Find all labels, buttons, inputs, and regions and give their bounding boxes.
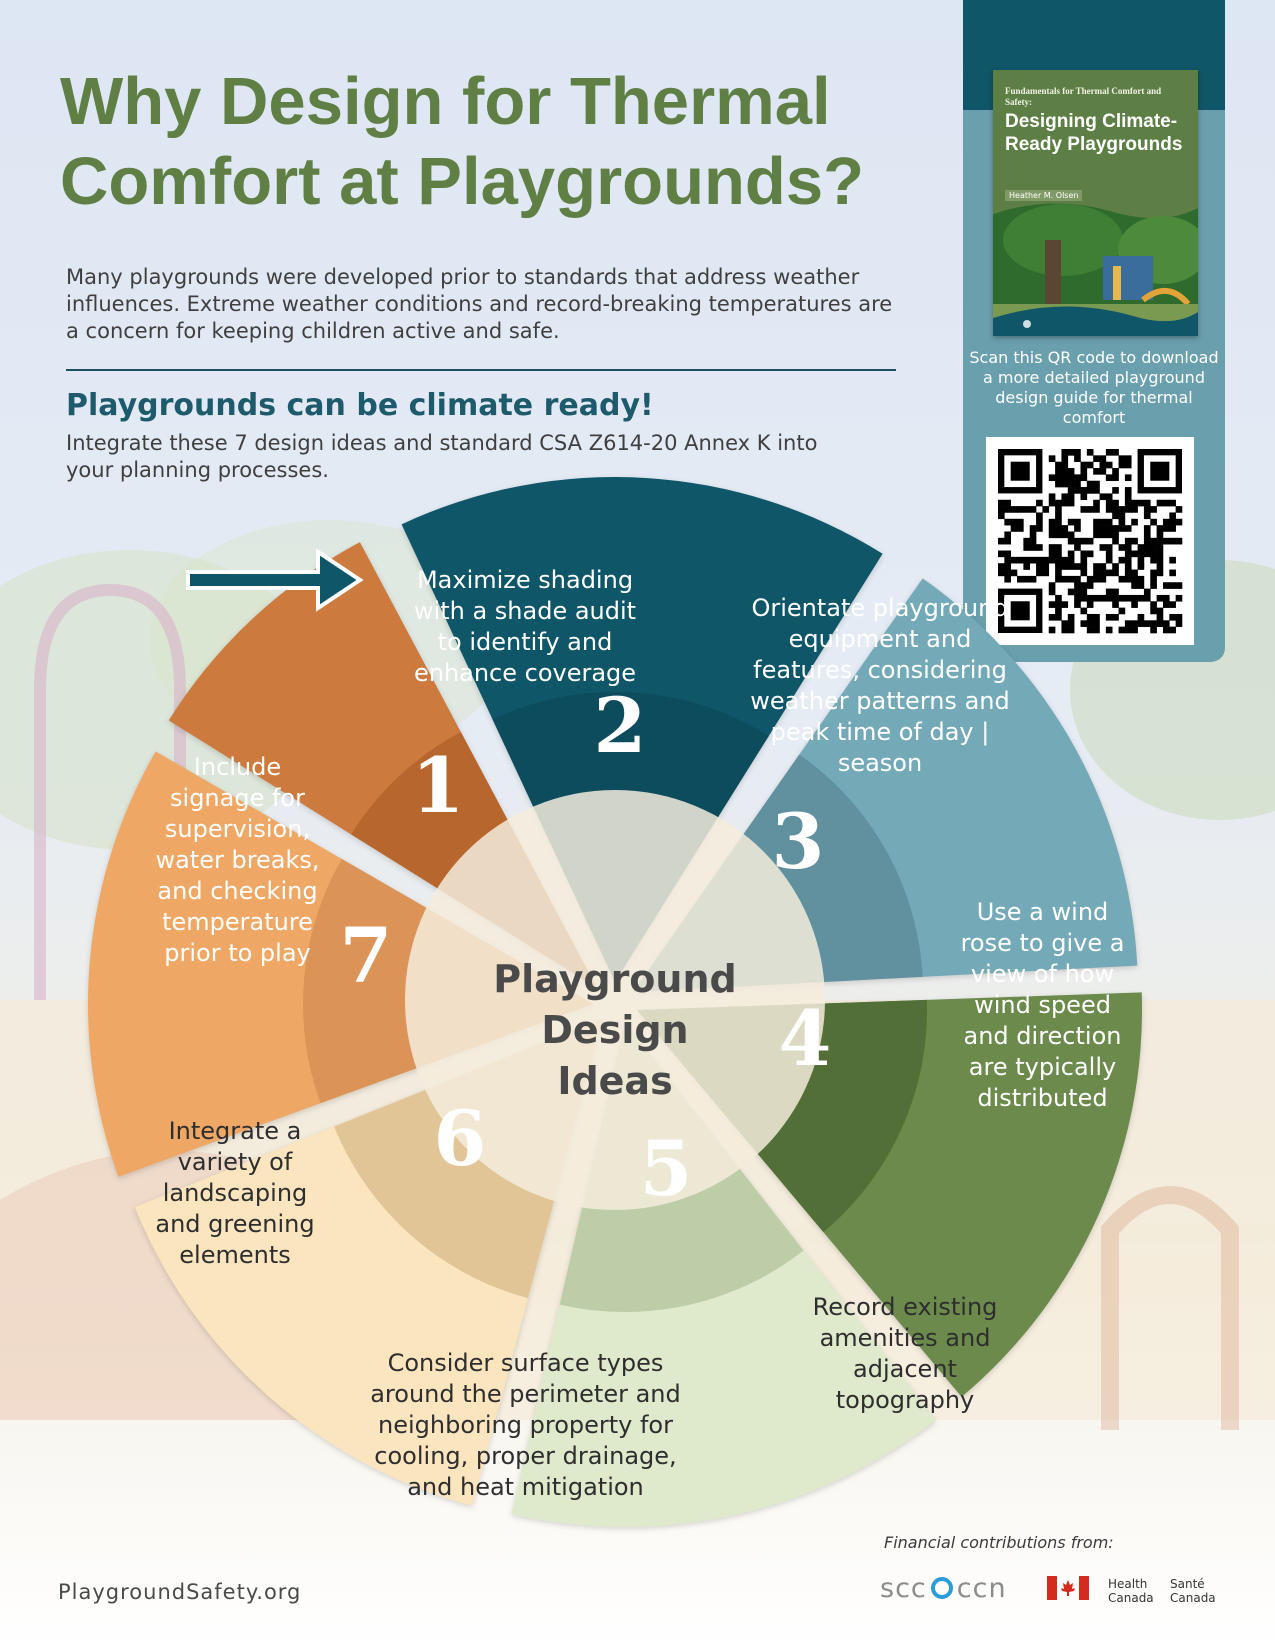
segment-1-number: 1 bbox=[411, 741, 465, 830]
segment-2-number: 2 bbox=[593, 681, 647, 770]
scc-ccn-logo bbox=[880, 1573, 1007, 1604]
intro-paragraph: Many playgrounds were developed prior to standards that address weather influences. Extreme weather conditions and record-breaking temperatures are a concern for keeping children active and safe. bbox=[66, 265, 893, 343]
section-heading: Playgrounds can be climate ready! bbox=[66, 388, 654, 423]
canada-flag-icon bbox=[1047, 1576, 1089, 1600]
health-canada-fr: Santé Canada bbox=[1170, 1577, 1216, 1605]
book-subtitle: Fundamentals for Thermal Comfort and Safety: bbox=[1005, 86, 1162, 107]
qr-instructions: Scan this QR code to download a more detailed playground design guide for thermal comfort bbox=[969, 348, 1219, 427]
segment-4-text: Record existing amenities and adjacent topography bbox=[812, 1293, 998, 1414]
segment-3-number: 3 bbox=[771, 797, 825, 886]
scc-logo-right: ccn bbox=[956, 1573, 1007, 1604]
segment-7-text: Include signage for supervision, water breaks, and checking temperature prior to play bbox=[155, 753, 320, 967]
funding-label: Financial contributions from: bbox=[884, 1533, 1114, 1552]
segment-6-text: Integrate a variety of landscaping and greening elements bbox=[155, 1117, 315, 1269]
health-canada-en: Health Canada bbox=[1108, 1577, 1154, 1605]
segment-7-number: 7 bbox=[339, 911, 393, 1000]
segment-4-number: 4 bbox=[778, 994, 832, 1083]
book-title: Designing Climate-Ready Playgrounds bbox=[1005, 111, 1183, 155]
segment-5-number: 5 bbox=[639, 1124, 693, 1213]
scc-swirl-icon bbox=[931, 1577, 953, 1599]
segment-5-text: Consider surface types around the perimeter and neighboring property for cooling, proper drainage, and heat mitigation bbox=[370, 1349, 681, 1501]
scc-logo-left: scc bbox=[880, 1573, 927, 1604]
start-arrow-icon bbox=[188, 552, 360, 608]
section-subtext: Integrate these 7 design ideas and standard CSA Z614-20 Annex K into your planning processes. bbox=[66, 431, 818, 482]
book-author: Heather M. Olsen bbox=[1005, 190, 1082, 201]
segment-1-text: Maximize shading with a shade audit to identify and enhance coverage bbox=[413, 566, 637, 687]
segment-3-text: Use a wind rose to give a view of how wind speed and direction are typically distributed bbox=[960, 898, 1125, 1112]
footer-website[interactable]: PlaygroundSafety.org bbox=[58, 1580, 302, 1604]
segment-2-text: Orientate playground equipment and features, considering weather patterns and peak time of day | season bbox=[750, 594, 1010, 777]
segment-6-number: 6 bbox=[433, 1094, 487, 1183]
wheel-center-label: Playground Design Ideas bbox=[493, 957, 737, 1103]
page-title: Why Design for Thermal Comfort at Playgrounds? bbox=[60, 64, 865, 219]
